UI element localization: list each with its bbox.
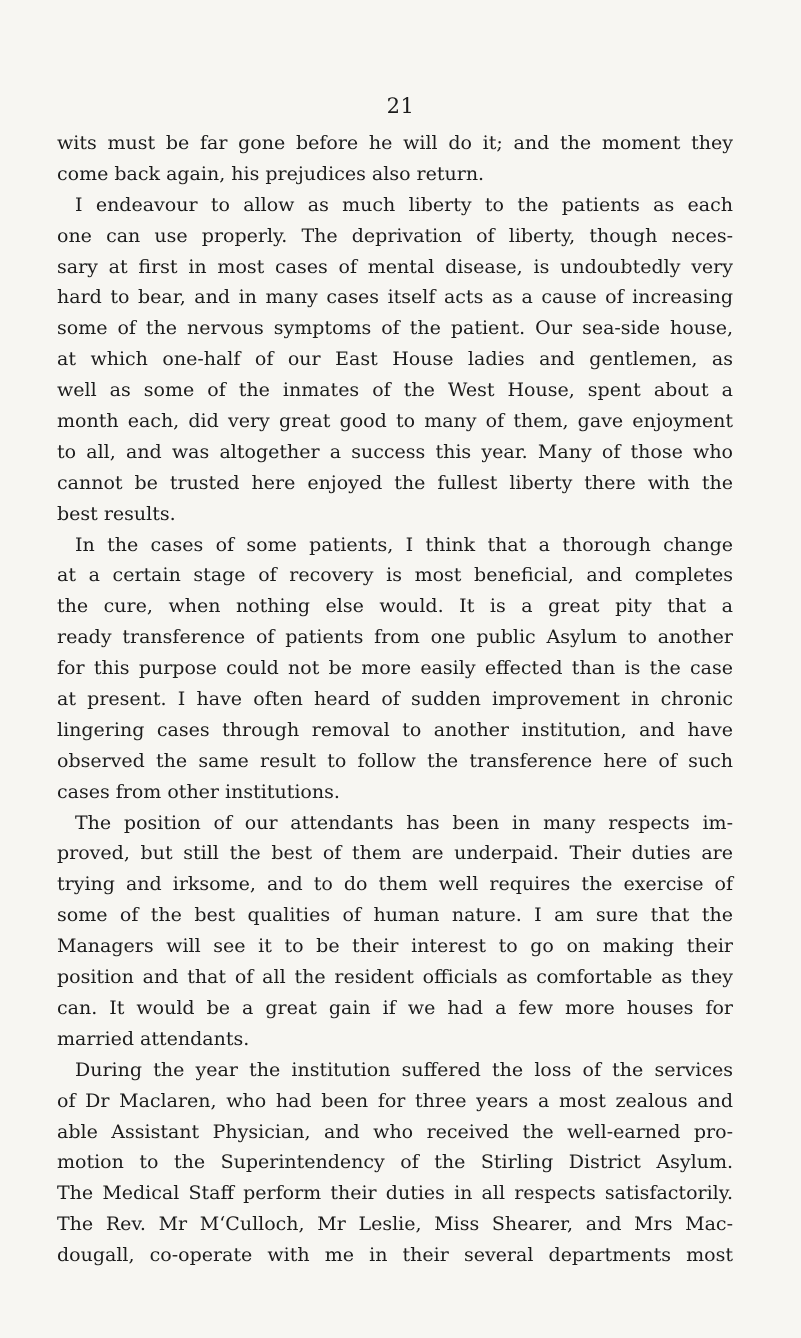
text-line: The Medical Staff perform their duties in all respects satisfactorily. [57, 1182, 733, 1205]
text-line: trying and irksome, and to do them well requires the exercise of [57, 873, 733, 896]
text-line: dougall, co-operate with me in their several departments most [57, 1244, 733, 1267]
text-line: of Dr Maclaren, who had been for three years a most zealous and [57, 1089, 733, 1112]
text-line: observed the same result to follow the transference here of such [57, 749, 733, 772]
text-line: position and that of all the resident officials as comfortable as they [57, 966, 733, 989]
text-line: to all, and was altogether a success this year. Many of those who [57, 440, 733, 463]
text-line: motion to the Superintendency of the Stirling District Asylum. [57, 1151, 733, 1174]
text-line: During the year the institution suffered the loss of the services [75, 1058, 733, 1081]
text-line: one can use properly. The deprivation of liberty, though neces- [57, 224, 733, 247]
body-text [57, 128, 733, 1271]
text-line: The Rev. Mr M‘Culloch, Mr Leslie, Miss Shearer, and Mrs Mac- [57, 1213, 733, 1236]
text-line: for this purpose could not be more easily effected than is the case [57, 657, 733, 680]
text-line: lingering cases through removal to another institution, and have [57, 718, 733, 741]
text-line: cases from other institutions. [57, 780, 340, 803]
text-line: cannot be trusted here enjoyed the fullest liberty there with the [57, 471, 733, 494]
text-line: can. It would be a great gain if we had a few more houses for [57, 996, 733, 1019]
text-line: proved, but still the best of them are underpaid. Their duties are [57, 842, 733, 865]
text-line: best results. [57, 502, 176, 525]
text-line: well as some of the inmates of the West House, spent about a [57, 379, 733, 402]
text-line: sary at first in most cases of mental disease, is undoubtedly very [57, 255, 733, 278]
text-line: hard to bear, and in many cases itself acts as a cause of increasing [57, 286, 733, 309]
text-line: able Assistant Physician, and who received the well-earned pro- [57, 1120, 733, 1143]
text-line: The position of our attendants has been in many respects im- [75, 811, 733, 834]
text-line: month each, did very great good to many of them, gave enjoyment [57, 410, 733, 433]
text-line: In the cases of some patients, I think that a thorough change [75, 533, 733, 556]
text-line: at which one-half of our East House ladies and gentlemen, as [57, 348, 733, 371]
text-line: at present. I have often heard of sudden improvement in chronic [57, 688, 733, 711]
text-line: some of the best qualities of human nature. I am sure that the [57, 904, 733, 927]
text-line: Managers will see it to be their interest to go on making their [57, 935, 733, 958]
text-line: some of the nervous symptoms of the patient. Our sea-side house, [57, 317, 733, 340]
text-line: come back again, his prejudices also return. [57, 162, 485, 185]
text-line: married attendants. [57, 1027, 250, 1050]
text-line: wits must be far gone before he will do it; and the moment they [57, 132, 733, 154]
text-line: the cure, when nothing else would. It is a great pity that a [57, 595, 733, 618]
text-line: ready transference of patients from one public Asylum to another [57, 626, 733, 649]
page-number: 21 [386, 94, 415, 118]
text-line: I endeavour to allow as much liberty to the patients as each [75, 193, 733, 216]
text-line: at a certain stage of recovery is most beneficial, and completes [57, 564, 733, 587]
